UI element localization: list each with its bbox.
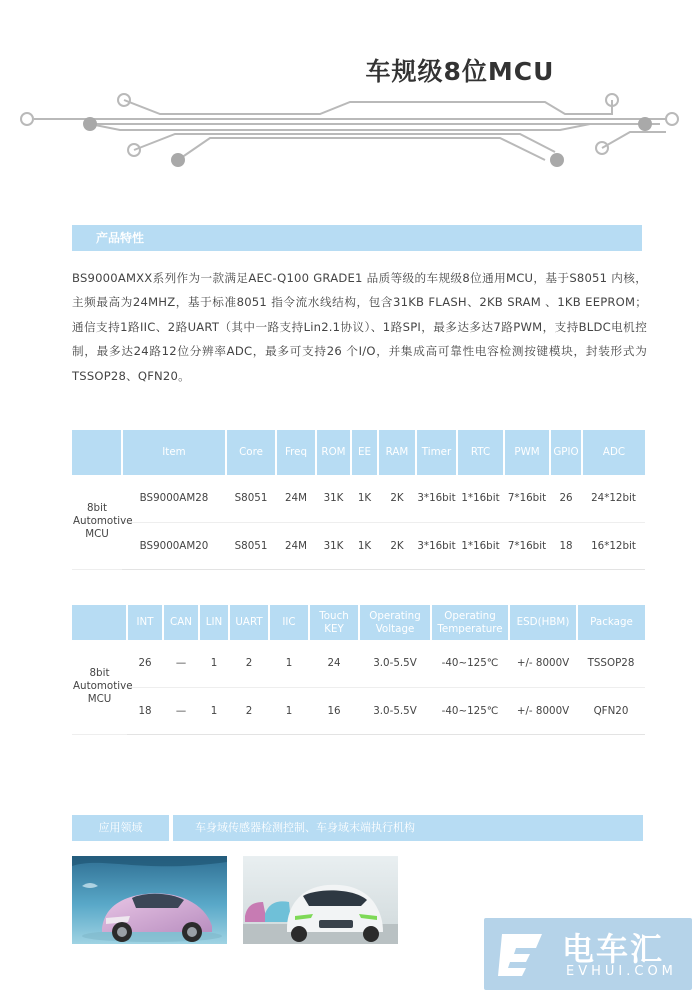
- table-cell: 1*16bit: [457, 522, 504, 569]
- table-cell: 18: [550, 522, 582, 569]
- table-cell: 1K: [351, 522, 378, 569]
- table-header-row: [72, 605, 645, 640]
- column-header: Operating Voltage: [359, 605, 431, 640]
- table-cell: 24*12bit: [582, 475, 645, 522]
- column-header: INT: [127, 605, 163, 640]
- table-cell: 3.0-5.5V: [359, 687, 431, 734]
- product-description: BS9000AMXX系列作为一款满足AEC-Q100 GRADE1 品质等级的车规级8位通用MCU，基于S8051 内核，主频最高为24MHZ，基于标准8051 指令流水线结构，包含31KB FLASH、2KB SRAM 、1KB EEPROM；通信支持1路IIC、2路UART（其中一路支持Lin2.1协议）、1路SPI，最多达多达7路PWM，支持BLDC电机控制，最多达24路12位分辨率ADC，最多可支持26 个I/O，并集成高可靠性电容检测按键模块，封装形式为TSSOP28、QFN20。: [72, 271, 647, 383]
- table-cell: 24: [309, 640, 359, 687]
- table-row: [72, 522, 645, 569]
- table-cell: —: [163, 687, 199, 734]
- row-group-label: 8bit Automotive MCU: [72, 475, 122, 569]
- column-header: ROM: [316, 430, 351, 475]
- table-cell: 1K: [351, 475, 378, 522]
- table-cell: TSSOP28: [577, 640, 645, 687]
- table-cell: —: [163, 640, 199, 687]
- column-header: [72, 430, 122, 475]
- table-cell: 7*16bit: [504, 522, 550, 569]
- table-cell: BS9000AM20: [122, 522, 226, 569]
- column-header: EE: [351, 430, 378, 475]
- features-label: 产品特性: [96, 231, 145, 245]
- table-cell: S8051: [226, 522, 276, 569]
- application-text: 车身域传感器检测控制、车身域末端执行机构: [173, 815, 643, 841]
- watermark-url: EVHUI.COM: [566, 964, 677, 979]
- table-cell: 3*16bit: [416, 522, 457, 569]
- table-cell: S8051: [226, 475, 276, 522]
- table-cell: 2: [229, 687, 269, 734]
- column-header: Timer: [416, 430, 457, 475]
- column-header: Freq: [276, 430, 316, 475]
- table-cell: QFN20: [577, 687, 645, 734]
- column-header: Package: [577, 605, 645, 640]
- table-cell: +/- 8000V: [509, 640, 577, 687]
- row-group-label: 8bit Automotive MCU: [72, 640, 127, 734]
- column-header: Item: [122, 430, 226, 475]
- column-header: Touch KEY: [309, 605, 359, 640]
- column-header: LIN: [199, 605, 229, 640]
- table-cell: 16*12bit: [582, 522, 645, 569]
- watermark-name: 电车汇: [562, 930, 665, 968]
- table-cell: 24M: [276, 522, 316, 569]
- table-row: [72, 475, 645, 522]
- table-cell: -40~125℃: [431, 640, 509, 687]
- column-header: IIC: [269, 605, 309, 640]
- table-row: [72, 687, 645, 734]
- table-cell: 2: [229, 640, 269, 687]
- column-header: ESD(HBM): [509, 605, 577, 640]
- table-cell: 24M: [276, 475, 316, 522]
- spec-table-2: [72, 605, 645, 735]
- column-header: UART: [229, 605, 269, 640]
- table-cell: 1: [269, 640, 309, 687]
- table-cell: 2K: [378, 475, 416, 522]
- column-header: ADC: [582, 430, 645, 475]
- circuit-lines-decoration: [0, 80, 700, 180]
- table-cell: BS9000AM28: [122, 475, 226, 522]
- car-photo-white: [243, 856, 398, 944]
- table-cell: 2K: [378, 522, 416, 569]
- column-header: PWM: [504, 430, 550, 475]
- column-header: CAN: [163, 605, 199, 640]
- table-row: [72, 640, 645, 687]
- table-cell: 18: [127, 687, 163, 734]
- column-header: RAM: [378, 430, 416, 475]
- application-label: 应用领域: [72, 815, 169, 841]
- table-cell: 1: [199, 640, 229, 687]
- column-header: GPIO: [550, 430, 582, 475]
- car-photo-pink: [72, 856, 227, 944]
- table-cell: 26: [550, 475, 582, 522]
- table-cell: 31K: [316, 522, 351, 569]
- evhui-logo-icon: [496, 930, 548, 978]
- table-cell: 16: [309, 687, 359, 734]
- features-section-bar: [72, 225, 642, 251]
- table-cell: 3.0-5.5V: [359, 640, 431, 687]
- table-cell: +/- 8000V: [509, 687, 577, 734]
- column-header: [72, 605, 127, 640]
- table-cell: 3*16bit: [416, 475, 457, 522]
- table-cell: 7*16bit: [504, 475, 550, 522]
- column-header: RTC: [457, 430, 504, 475]
- table-header-row: [72, 430, 645, 475]
- column-header: Operating Temperature: [431, 605, 509, 640]
- table-cell: 1: [269, 687, 309, 734]
- spec-table-1: [72, 430, 645, 570]
- table-cell: 26: [127, 640, 163, 687]
- table-cell: -40~125℃: [431, 687, 509, 734]
- page-title: 车规级8位MCU: [365, 57, 555, 86]
- evhui-watermark: [484, 918, 692, 990]
- table-cell: 31K: [316, 475, 351, 522]
- table-cell: 1: [199, 687, 229, 734]
- column-header: Core: [226, 430, 276, 475]
- table-cell: 1*16bit: [457, 475, 504, 522]
